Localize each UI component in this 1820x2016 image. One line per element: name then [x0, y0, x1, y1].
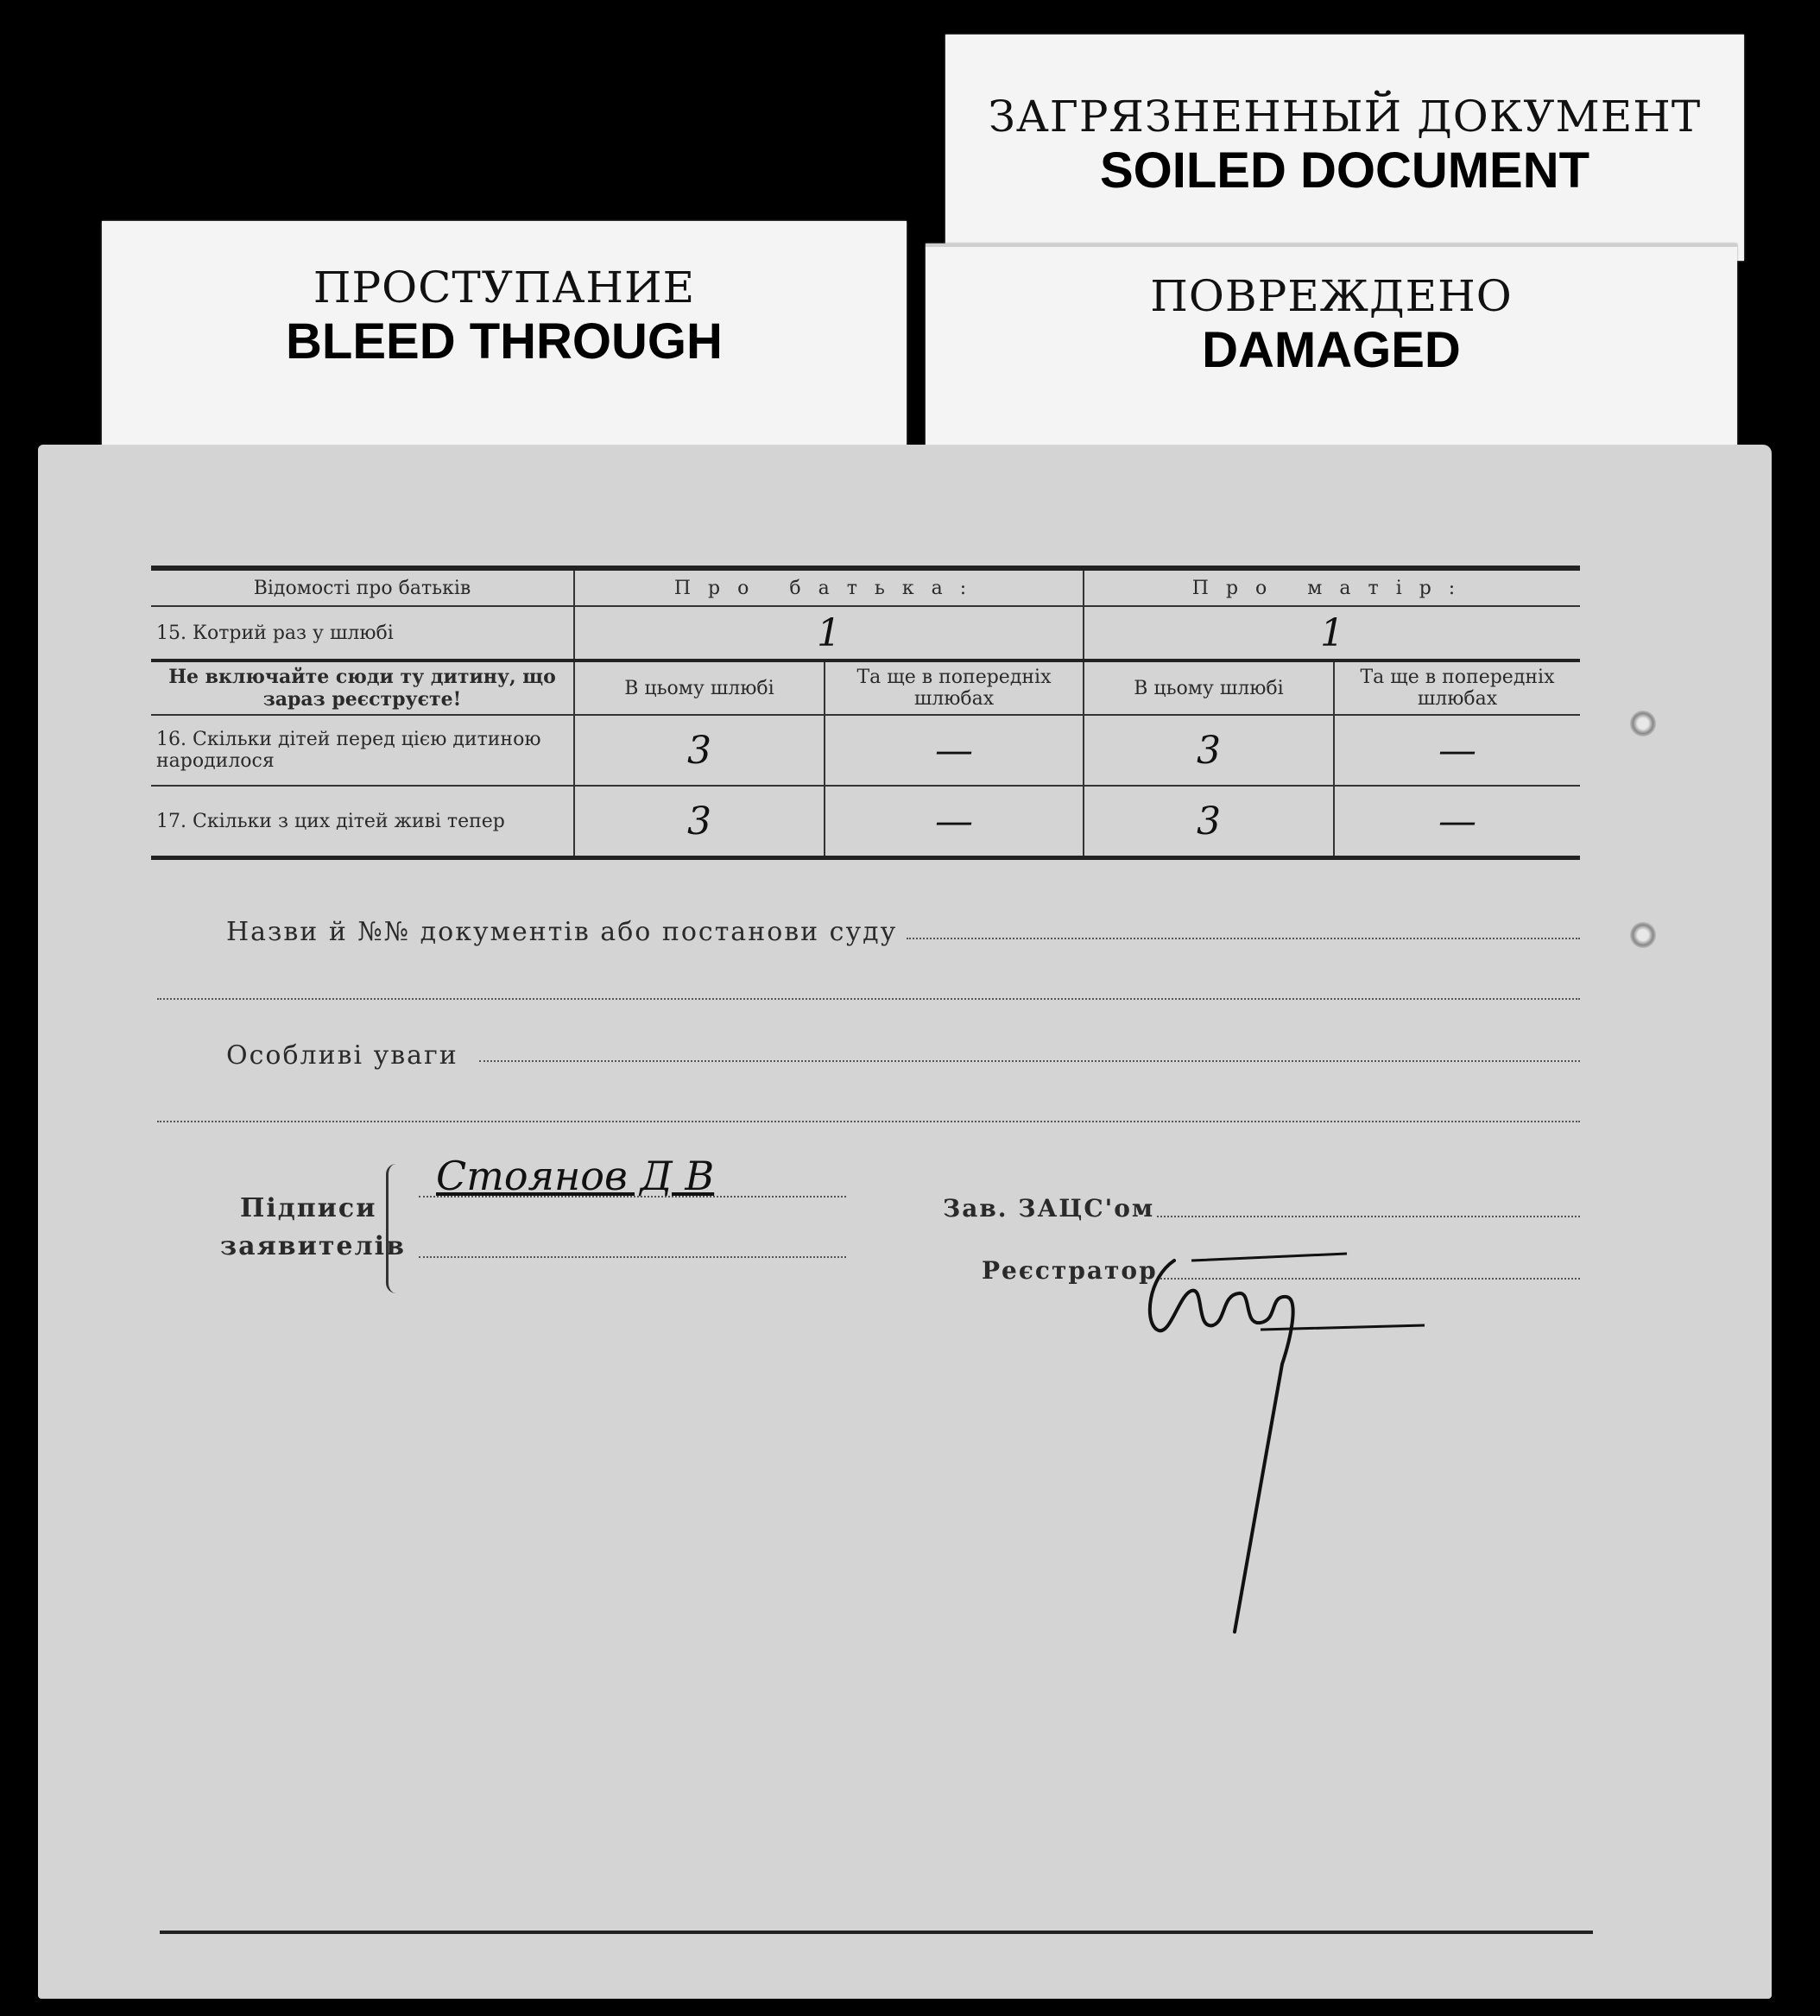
- exclude-note: Не включайте сюди ту дитину, що зараз реєструєте!: [151, 660, 574, 715]
- q17-father-this: 3: [574, 786, 825, 858]
- dotted-line: [479, 1060, 1580, 1062]
- dotted-line: [419, 1256, 846, 1258]
- q16-father-this: 3: [574, 715, 825, 786]
- table-row: [151, 568, 1580, 606]
- sub-this-marriage: В цьому шлюбі: [574, 660, 825, 715]
- q16-father-prev: —: [825, 715, 1084, 786]
- tag-en-text: DAMAGED: [1202, 322, 1461, 378]
- tag-ru-text: ПРОСТУПАНИЕ: [313, 262, 696, 313]
- dotted-line: [157, 998, 1580, 1000]
- dotted-line: [907, 938, 1580, 939]
- sub-previous: Та ще в попередніх шлюбах: [825, 660, 1084, 715]
- q17-label: 17. Скільки з цих дітей живі тепер: [151, 786, 574, 858]
- brace: [386, 1164, 406, 1293]
- table-row: [151, 660, 1580, 715]
- tag-en-text: SOILED DOCUMENT: [1099, 142, 1590, 199]
- signatures-label: заявителів: [220, 1231, 406, 1261]
- remarks-label: Особливі уваги: [226, 1040, 458, 1071]
- q17-father-prev: —: [825, 786, 1084, 858]
- punch-hole: [1630, 922, 1656, 948]
- tag-ru-text: ПОВРЕЖДЕНО: [1150, 271, 1513, 321]
- damaged-tag: [926, 243, 1737, 452]
- tag-ru-text: ЗАГРЯЗНЕННЫЙ ДОКУМЕНТ: [988, 92, 1702, 142]
- header-father: Про батька:: [574, 568, 1084, 606]
- q17-mother-this: 3: [1084, 786, 1334, 858]
- sub-this-marriage: В цьому шлюбі: [1084, 660, 1334, 715]
- q15-father-value: 1: [574, 606, 1084, 660]
- q16-label: 16. Скільки дітей перед цією дитиною народилося: [151, 715, 574, 786]
- table-row: [151, 786, 1580, 858]
- header-label: Відомості про батьків: [151, 568, 574, 606]
- table-row: [151, 715, 1580, 786]
- punch-hole: [1630, 711, 1656, 736]
- q16-mother-this: 3: [1084, 715, 1334, 786]
- bottom-rule: [160, 1931, 1593, 1934]
- registrar-label: Реєстратор: [982, 1256, 1158, 1285]
- dotted-line: [157, 1121, 1580, 1122]
- parents-info-table: [151, 566, 1580, 860]
- table-row: [151, 606, 1580, 660]
- signatures-label: Підписи: [240, 1193, 377, 1223]
- q16-mother-prev: —: [1334, 715, 1580, 786]
- dotted-line: [1157, 1216, 1580, 1217]
- head-label: Зав. ЗАЦС'ом: [943, 1194, 1155, 1223]
- dotted-line: [419, 1196, 846, 1198]
- q17-mother-prev: —: [1334, 786, 1580, 858]
- bleed-through-tag: [102, 221, 907, 447]
- tag-en-text: BLEED THROUGH: [286, 313, 723, 370]
- documents-label: Назви й №№ документів або постанови суду: [226, 917, 898, 947]
- soiled-document-tag: [945, 35, 1744, 261]
- applicant-signature: Стоянов Д В: [436, 1153, 715, 1199]
- registrar-signature: [1140, 1243, 1433, 1649]
- q15-mother-value: 1: [1084, 606, 1580, 660]
- q15-label: 15. Котрий раз у шлюбі: [151, 606, 574, 660]
- sub-previous: Та ще в попередніх шлюбах: [1334, 660, 1580, 715]
- header-mother: Про матір:: [1084, 568, 1580, 606]
